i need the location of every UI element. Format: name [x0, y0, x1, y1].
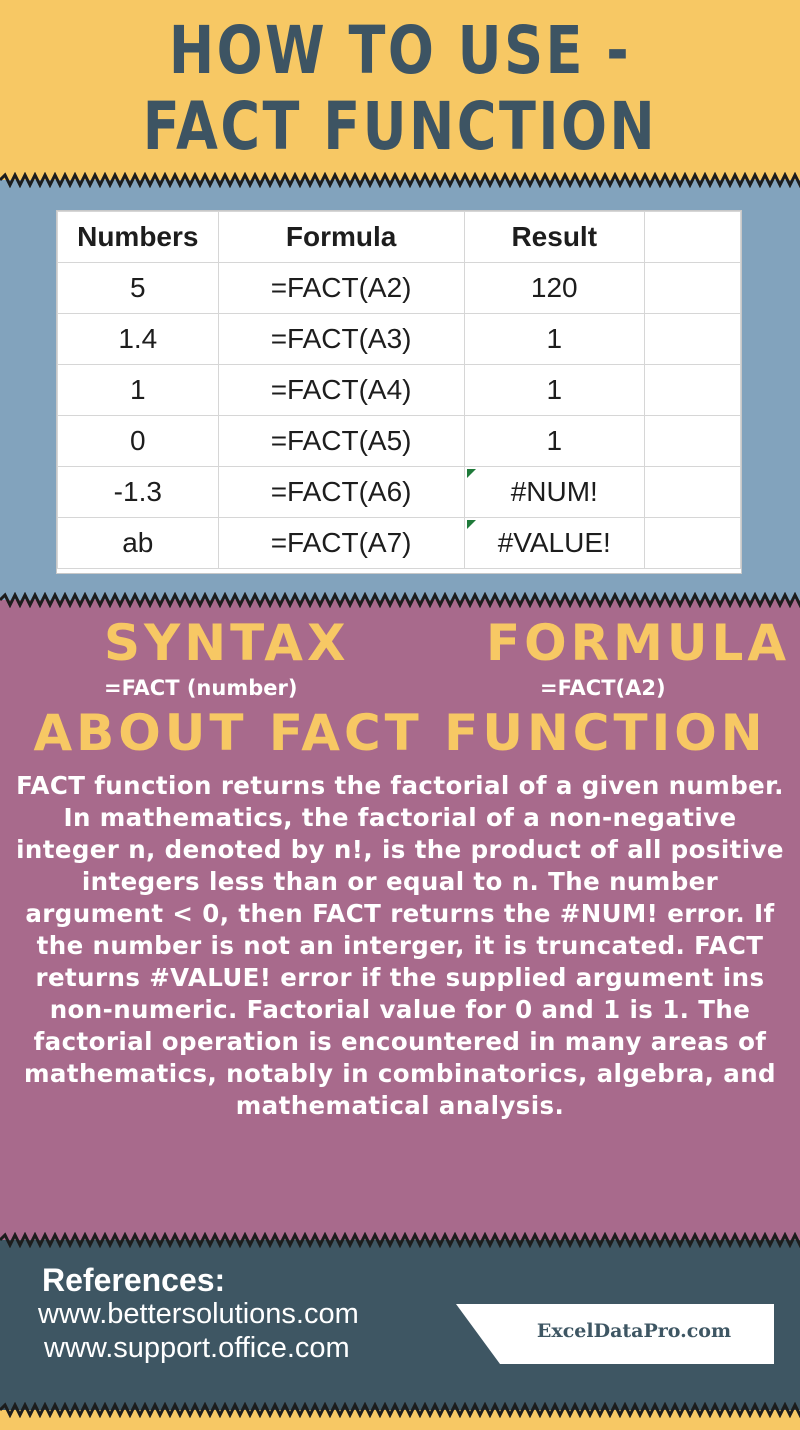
cell-formula[interactable] [218, 263, 464, 314]
syntax-title: SYNTAX [104, 614, 350, 672]
cell-result[interactable] [464, 416, 644, 467]
cell-number[interactable] [58, 314, 219, 365]
cell-formula[interactable] [218, 365, 464, 416]
table-row [58, 518, 741, 569]
cell-formula-text: =FACT(A7) [270, 527, 412, 558]
cell-formula-text: =FACT(A4) [270, 374, 412, 405]
cell-result[interactable] [464, 365, 644, 416]
table-row [58, 365, 741, 416]
cell-empty[interactable] [644, 467, 740, 518]
cell-empty[interactable] [644, 314, 740, 365]
references-title: References: [42, 1262, 226, 1298]
cell-number[interactable] [58, 518, 219, 569]
table-row [58, 314, 741, 365]
zigzag-divider-4 [0, 1402, 800, 1418]
cell-number[interactable] [58, 467, 219, 518]
error-indicator-icon [467, 469, 476, 478]
example-table-section [0, 180, 800, 600]
header-formula: Formula [218, 212, 464, 263]
header-numbers: Numbers [58, 212, 219, 263]
references-footer [0, 1240, 800, 1410]
cell-empty[interactable] [644, 518, 740, 569]
brand-text: ExcelDataPro.com [536, 1320, 732, 1342]
formula-title: FORMULA [486, 614, 791, 672]
cell-formula[interactable] [218, 416, 464, 467]
cell-number-text: 1 [130, 374, 146, 405]
cell-formula-text: =FACT(A5) [270, 425, 412, 456]
formula-code: =FACT(A2) [540, 676, 666, 700]
cell-formula-text: =FACT(A3) [270, 323, 412, 354]
zigzag-divider-1 [0, 172, 800, 188]
table-row [58, 263, 741, 314]
cell-number[interactable] [58, 416, 219, 467]
header-result: Result [464, 212, 644, 263]
cell-number-text: 1.4 [118, 323, 158, 354]
reference-link-bettersolutions[interactable]: www.bettersolutions.com [38, 1298, 359, 1330]
cell-empty[interactable] [644, 416, 740, 467]
title-line-2: FACT FUNCTION [142, 88, 658, 165]
cell-formula-text: =FACT(A6) [270, 476, 412, 507]
table-row [58, 416, 741, 467]
cell-result[interactable] [464, 467, 644, 518]
spreadsheet-table [56, 210, 742, 574]
error-indicator-icon [467, 520, 476, 529]
cell-empty[interactable] [644, 263, 740, 314]
zigzag-divider-3 [0, 1232, 800, 1248]
cell-result[interactable] [464, 314, 644, 365]
cell-empty[interactable] [644, 365, 740, 416]
cell-formula[interactable] [218, 518, 464, 569]
cell-result-text: 120 [530, 272, 578, 303]
cell-result-text: 1 [546, 323, 563, 354]
zigzag-divider-2 [0, 592, 800, 608]
cell-result[interactable] [464, 518, 644, 569]
cell-number-text: 0 [130, 425, 146, 456]
cell-formula[interactable] [218, 467, 464, 518]
cell-number[interactable] [58, 263, 219, 314]
cell-result-text: 1 [546, 374, 563, 405]
brand-badge[interactable] [456, 1304, 774, 1364]
header-empty [644, 212, 740, 263]
cell-number-text: ab [122, 527, 154, 558]
cell-result-text: #NUM! [510, 476, 598, 507]
cell-number-text: 5 [130, 272, 146, 303]
cell-result-text: #VALUE! [497, 527, 611, 558]
title-line-1: HOW TO USE - [168, 12, 632, 89]
reference-link-support-office[interactable]: www.support.office.com [44, 1332, 350, 1364]
info-section [0, 600, 800, 1240]
cell-number-text: -1.3 [113, 476, 162, 507]
cell-result-text: 1 [546, 425, 563, 456]
cell-formula[interactable] [218, 314, 464, 365]
cell-number[interactable] [58, 365, 219, 416]
syntax-code: =FACT (number) [104, 676, 298, 700]
table-row [58, 467, 741, 518]
about-title: ABOUT FACT FUNCTION [33, 704, 767, 762]
table-header-row [58, 212, 741, 263]
header-banner [0, 0, 800, 180]
cell-result[interactable] [464, 263, 644, 314]
cell-formula-text: =FACT(A2) [270, 272, 412, 303]
about-description: FACT function returns the factorial of a given number. In mathematics, the factorial of a non-negative integer n, denoted by n!, is the product of all positive integers less than or equal to n. The number argument < 0, then FACT returns the #NUM! error. If the number is not an interger, it is truncated. FACT returns #VALUE! error if the supplied argument ins non-numeric. Factorial value for 0 and 1 is 1. The factorial operation is encountered in many areas of mathematics, notably in combinatorics, algebra, and mathematical analysis. [16, 771, 784, 1120]
